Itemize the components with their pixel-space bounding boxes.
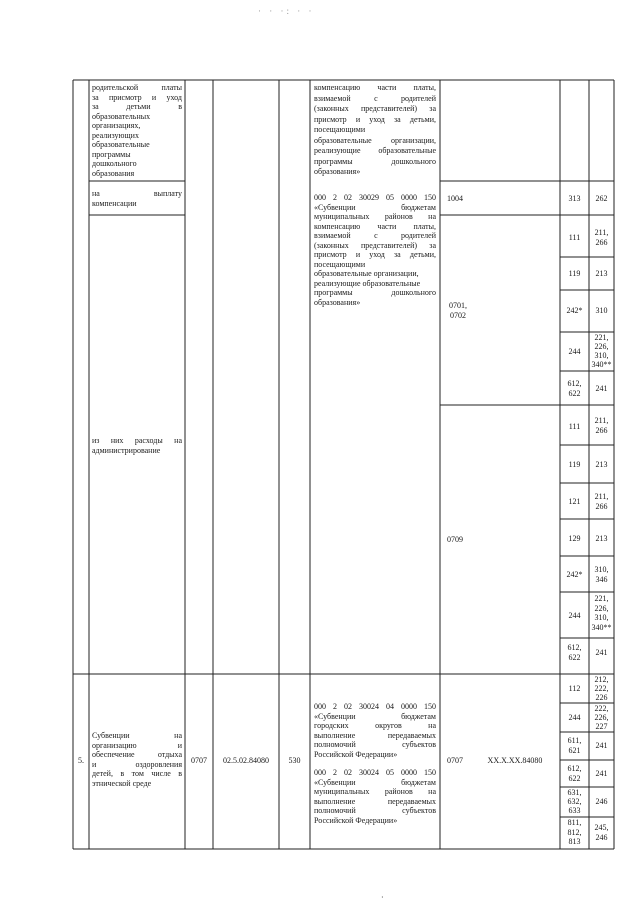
block0701-kosgu: 310	[595, 306, 608, 315]
block0701-kosgu: 211, 266	[594, 228, 609, 247]
cont-source-line: программы дошкольного	[314, 156, 436, 166]
block0701-kosgu: 221, 226, 310, 340**	[591, 333, 612, 369]
payment-source-line: 000 2 02 30029 05 0000 150	[314, 193, 436, 202]
cont-source-line: взимаемой с родителей	[314, 93, 436, 103]
admin-vr: 119	[568, 460, 581, 469]
row5-kosgu: 212, 222, 226	[594, 675, 609, 702]
cont-source-cell	[314, 83, 436, 178]
scan-marks: · · ·: · ·	[258, 6, 315, 16]
cont-name-line: реализующих	[92, 130, 139, 140]
cont-name-line: за присмотр и уход	[92, 92, 182, 102]
row5-kosgu: 241	[595, 741, 608, 750]
payment-source-line: образовательные организации,	[314, 269, 419, 278]
row5-source-line: выполнение передаваемых	[314, 730, 436, 740]
row5-source-line: «Субвенции бюджетам	[314, 777, 436, 787]
row5-source-line: полномочий субъектов	[314, 740, 436, 749]
cont-source-line: образования»	[314, 167, 361, 176]
row5-vr: 612, 622	[567, 764, 582, 783]
admin-vr: 242*	[566, 570, 583, 579]
block0701-vr: 242*	[566, 306, 583, 315]
payment-source-cell	[314, 193, 436, 307]
payment-source-line: присмотр и уход за детьми,	[314, 250, 436, 259]
admin-vr: 612, 622	[567, 643, 582, 662]
cont-name-line: образования	[92, 168, 135, 178]
row5-name-line: детей, в том числе в	[92, 769, 182, 778]
cont-name-line: за детьми в	[92, 102, 182, 111]
payment-vr: 313	[568, 194, 581, 203]
row5-source-line: Российской Федерации»	[314, 749, 398, 759]
cont-name-cell	[92, 83, 182, 178]
payment-section: 1004	[447, 194, 463, 203]
row5-name-line: этнической среде	[92, 778, 152, 788]
cont-name-line: образовательные	[92, 140, 150, 149]
payment-name-line: на выплату	[92, 189, 182, 198]
admin-section: 0709	[447, 535, 463, 544]
row5-number: 5.	[78, 756, 84, 765]
admin-vr: 244	[568, 611, 581, 620]
footer-mark: ·	[381, 893, 384, 902]
cont-source-line: компенсацию части платы,	[314, 83, 436, 92]
row5-name-line: и оздоровления	[92, 759, 182, 769]
row5-source-line: полномочий субъектов	[314, 806, 436, 815]
admin-vr: 111	[568, 422, 581, 431]
row5-kosgu: 245, 246	[594, 823, 609, 842]
payment-source-line: «Субвенции бюджетам	[314, 202, 436, 212]
admin-name-cell	[92, 436, 182, 455]
row5-source-line: выполнение передаваемых	[314, 796, 436, 806]
block0701-kosgu: 241	[595, 384, 608, 393]
row5-vr: 631, 632, 633	[567, 788, 582, 815]
cont-name-line: родительской платы	[92, 83, 182, 92]
block0701-vr: 612, 622	[567, 379, 582, 398]
cont-source-line: присмотр и уход за детьми,	[314, 114, 436, 124]
payment-source-line: реализующие образовательные	[314, 278, 421, 288]
cont-source-line: (законных представителей) за	[314, 104, 436, 113]
row5-section-b: 0707	[447, 756, 463, 765]
row5-source-line: Российской Федерации»	[314, 815, 398, 825]
row5-source-line: городских округов на	[314, 721, 436, 730]
cont-name-line: дошкольного	[92, 159, 137, 168]
admin-kosgu: 213	[595, 460, 608, 469]
admin-vr: 129	[568, 534, 581, 543]
admin-kosgu: 211, 266	[594, 492, 609, 511]
row5-kosgu: 246	[595, 797, 608, 806]
row5-vr: 611, 621	[567, 736, 582, 755]
block0701-vr: 111	[568, 233, 581, 242]
cont-source-line: посещающими	[314, 125, 366, 134]
admin-name-line: администрирование	[92, 445, 161, 455]
row5-source-line: 000 2 02 30024 05 0000 150	[314, 768, 436, 777]
payment-source-line: компенсацию части платы,	[314, 221, 436, 231]
block0701-section: 0701, 0702	[449, 301, 467, 320]
block0701-vr: 119	[568, 269, 581, 278]
payment-kosgu: 262	[595, 194, 608, 203]
payment-name-line: компенсации	[92, 198, 137, 208]
admin-kosgu: 241	[595, 648, 608, 657]
cont-name-line: программы	[92, 149, 131, 159]
cont-name-line: организациях,	[92, 121, 141, 130]
row5-name-line: обеспечение отдыха	[92, 750, 182, 759]
row5-source-line: 000 2 02 30024 04 0000 150	[314, 702, 436, 711]
row5-source-cell	[314, 702, 436, 825]
admin-name-line: из них расходы на	[92, 436, 182, 445]
cont-name-line: образовательных	[92, 111, 151, 121]
block0701-vr: 244	[568, 347, 581, 356]
row5-kosgu: 222, 226, 227	[594, 704, 609, 731]
admin-kosgu: 213	[595, 534, 608, 543]
row5-source-line: муниципальных районов на	[314, 787, 436, 796]
row5-name-line: Субвенции на	[92, 731, 182, 740]
row5-target: 02.5.02.84080	[223, 756, 269, 765]
row5-vr: 244	[568, 713, 581, 722]
payment-source-line: муниципальных районов на	[314, 212, 436, 221]
row5-section-a: 0707	[191, 756, 207, 765]
cont-source-line: реализующие образовательные	[314, 146, 436, 155]
admin-kosgu: 310, 346	[594, 565, 609, 584]
payment-source-line: посещающими	[314, 259, 366, 269]
block0701-kosgu: 213	[595, 269, 608, 278]
admin-kosgu: 211, 266	[594, 416, 609, 435]
payment-source-line: (законных представителей) за	[314, 240, 436, 250]
payment-name-cell	[92, 189, 182, 208]
row5-vr: 811, 812, 813	[567, 818, 582, 846]
payment-source-line: взимаемой с родителей	[314, 231, 436, 240]
cont-source-line: образовательные организации,	[314, 135, 436, 145]
payment-source-line: программы дошкольного	[314, 288, 436, 297]
row5-source-line	[314, 759, 436, 768]
row5-target-b: ХХ.Х.ХХ.84080	[487, 756, 543, 765]
admin-vr: 121	[568, 497, 581, 506]
payment-source-line: образования»	[314, 297, 361, 307]
admin-kosgu: 221, 226, 310, 340**	[591, 594, 612, 632]
row5-source-line: «Субвенции бюджетам	[314, 711, 436, 721]
row5-name-line: организацию и	[92, 740, 182, 750]
row5-vr: 112	[568, 684, 581, 693]
row5-kosgu: 241	[595, 769, 608, 778]
row5-vr-a: 530	[288, 756, 301, 765]
row5-name-cell	[92, 731, 182, 788]
